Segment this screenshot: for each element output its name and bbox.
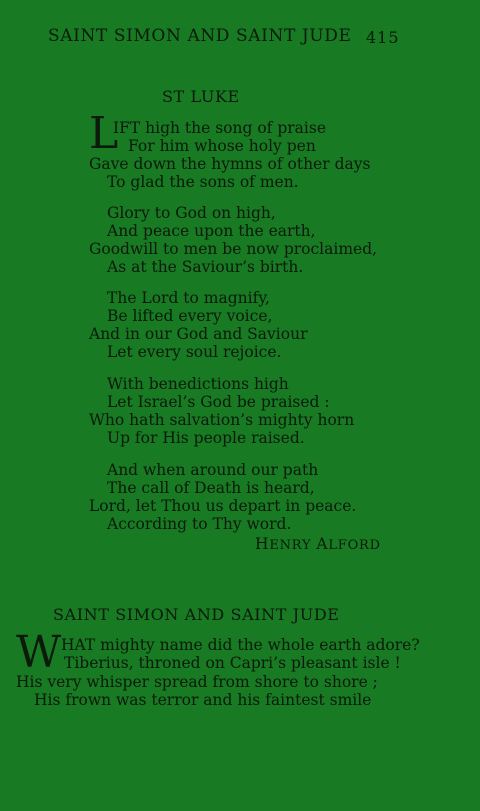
hymn-author — [255, 535, 381, 553]
verse-line: The Lord to magnify, — [107, 289, 270, 307]
verse-line: For him whose holy pen — [128, 137, 316, 155]
verse-line: To glad the sons of men. — [107, 173, 299, 191]
verse-line: Let every soul rejoice. — [107, 343, 282, 361]
verse-line: And in our God and Saviour — [89, 325, 308, 343]
verse-line: Let Israel’s God be praised : — [107, 393, 330, 411]
verse-line: Lord, let Thou us depart in peace. — [89, 497, 357, 515]
verse-line: Glory to God on high, — [107, 204, 276, 222]
verse-line: Goodwill to men be now proclaimed, — [89, 240, 378, 258]
running-head: SAINT SIMON AND SAINT JUDE — [48, 26, 352, 46]
page-number: 415 — [366, 28, 400, 47]
verse-line: As at the Saviour’s birth. — [107, 258, 304, 276]
drop-cap-w: W — [16, 627, 62, 678]
verse-line: Who hath salvation’s mighty horn — [89, 411, 355, 429]
hymn-title-st-luke: ST LUKE — [162, 87, 240, 106]
verse-line: Gave down the hymns of other days — [89, 155, 371, 173]
verse-line: According to Thy word. — [107, 515, 292, 533]
verse-line: With benedictions high — [107, 375, 289, 393]
drop-cap-l: L — [89, 108, 119, 159]
verse-line: His very whisper spread from shore to shore ; — [16, 673, 378, 691]
hymn-title-saint-simon-and-saint-jude: SAINT SIMON AND SAINT JUDE — [53, 605, 340, 624]
verse-line: HAT mighty name did the whole earth adore? — [61, 636, 420, 654]
author-name: HENRY ALFORD — [255, 535, 381, 553]
verse-line: The call of Death is heard, — [107, 479, 315, 497]
verse-line: Up for His people raised. — [107, 429, 305, 447]
verse-line: And peace upon the earth, — [107, 222, 316, 240]
verse-line: And when around our path — [107, 461, 319, 479]
verse-line: IFT high the song of praise — [113, 119, 326, 137]
verse-line: Tiberius, throned on Capri’s pleasant isle ! — [64, 654, 401, 672]
verse-line: His frown was terror and his faintest smile — [34, 691, 372, 709]
verse-line: Be lifted every voice, — [107, 307, 273, 325]
